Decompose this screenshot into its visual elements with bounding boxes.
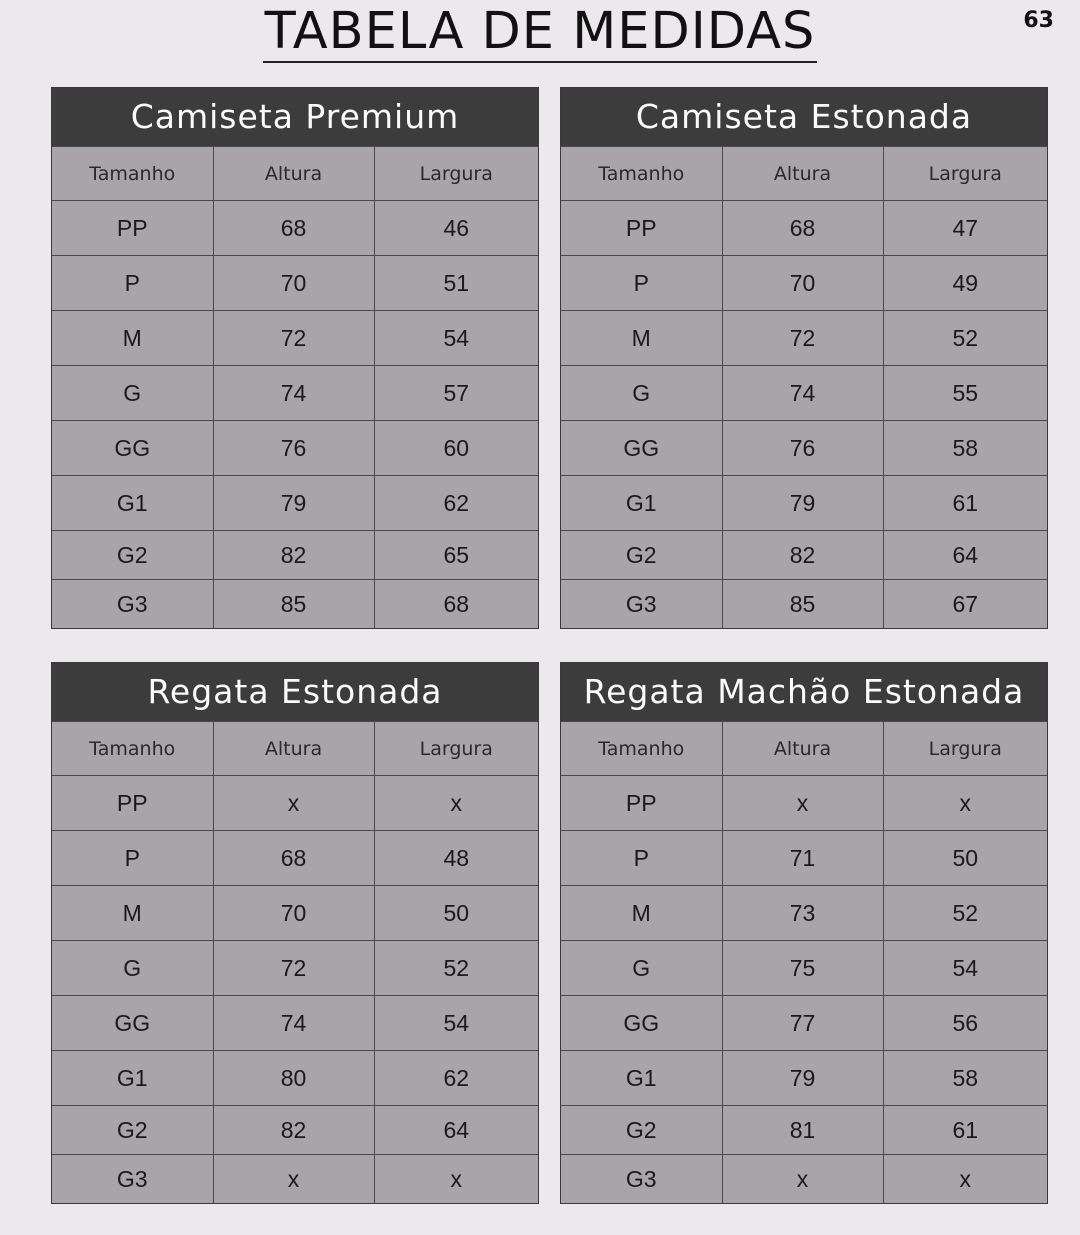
size-cell: PP [52, 776, 213, 831]
page-number: 63 [1023, 8, 1054, 33]
measurement-table [52, 721, 538, 1203]
size-cell: G3 [561, 580, 722, 629]
width-cell: 50 [883, 831, 1047, 886]
width-cell: 54 [374, 996, 538, 1051]
height-cell: x [722, 1155, 883, 1204]
table-row [52, 421, 538, 476]
height-cell: x [213, 1155, 374, 1204]
size-cell: M [561, 311, 722, 366]
table-row [52, 201, 538, 256]
table-row [52, 476, 538, 531]
height-cell: 72 [213, 941, 374, 996]
page-title [0, 2, 1080, 62]
width-cell: 60 [374, 421, 538, 476]
size-cell: P [561, 831, 722, 886]
width-cell: 49 [883, 256, 1047, 311]
size-cell: GG [52, 996, 213, 1051]
table-title: Camiseta Estonada [561, 88, 1047, 146]
table-row [561, 201, 1047, 256]
size-cell: P [52, 831, 213, 886]
size-cell: G3 [561, 1155, 722, 1204]
column-header-altura: Altura [213, 147, 374, 201]
table-row [52, 941, 538, 996]
width-cell: 68 [443, 590, 470, 617]
height-cell: 82 [213, 531, 374, 580]
height-cell: 70 [722, 256, 883, 311]
width-cell: 52 [374, 941, 538, 996]
size-cell: P [561, 256, 722, 311]
column-header-altura: Altura [722, 147, 883, 201]
size-cell: G3 [52, 580, 213, 629]
column-header-largura: Largura [883, 147, 1047, 201]
column-header-largura: Largura [374, 147, 538, 201]
size-cell: G [561, 366, 722, 421]
size-table-regata-machao-estonada [560, 662, 1048, 1204]
measurement-table [561, 721, 1047, 1203]
height-cell: 74 [213, 996, 374, 1051]
size-table-camiseta-estonada [560, 87, 1048, 629]
size-cell: G [52, 366, 213, 421]
table-row [52, 1155, 538, 1204]
size-cell: GG [52, 421, 213, 476]
column-header-altura: Altura [213, 722, 374, 776]
width-cell: 55 [883, 366, 1047, 421]
width-cell: x [883, 776, 1047, 831]
table-row [561, 256, 1047, 311]
width-cell: 56 [883, 996, 1047, 1051]
height-cell: 70 [213, 886, 374, 941]
width-cell: 57 [374, 366, 538, 421]
column-header-tamanho: Tamanho [52, 722, 213, 776]
height-cell: x [722, 776, 883, 831]
size-cell: G [561, 941, 722, 996]
width-cell: x [959, 1165, 971, 1192]
size-cell: G3 [52, 1155, 213, 1204]
column-header-altura: Altura [722, 722, 883, 776]
size-cell: GG [561, 996, 722, 1051]
height-cell: 70 [213, 256, 374, 311]
header-row [52, 722, 538, 776]
height-cell: 77 [722, 996, 883, 1051]
table-row [52, 1106, 538, 1155]
width-cell: 52 [883, 886, 1047, 941]
width-cell: 48 [374, 831, 538, 886]
table-row [561, 1155, 1047, 1204]
column-header-tamanho: Tamanho [561, 722, 722, 776]
height-cell: 75 [722, 941, 883, 996]
table-row [52, 886, 538, 941]
width-cell: 67 [952, 590, 979, 617]
height-cell: 74 [213, 366, 374, 421]
size-cell: P [52, 256, 213, 311]
width-cell: 58 [883, 421, 1047, 476]
size-cell: PP [561, 776, 722, 831]
table-row [561, 941, 1047, 996]
table-row [561, 886, 1047, 941]
height-cell: 79 [213, 476, 374, 531]
header-row [561, 147, 1047, 201]
height-cell: 76 [213, 421, 374, 476]
size-cell: G1 [52, 476, 213, 531]
table-title: Regata Machão Estonada [561, 663, 1047, 721]
height-cell: x [213, 776, 374, 831]
size-cell: G2 [561, 531, 722, 580]
size-cell: G2 [52, 1106, 213, 1155]
height-cell: 79 [722, 476, 883, 531]
table-title: Regata Estonada [52, 663, 538, 721]
table-title: Camiseta Premium [52, 88, 538, 146]
column-header-largura: Largura [883, 722, 1047, 776]
height-cell: 79 [722, 1051, 883, 1106]
table-row [52, 580, 538, 629]
table-row [561, 776, 1047, 831]
size-cell: G2 [561, 1106, 722, 1155]
header-row [561, 722, 1047, 776]
height-cell: 74 [722, 366, 883, 421]
width-cell: 52 [883, 311, 1047, 366]
size-table-camiseta-premium [51, 87, 539, 629]
table-row [52, 366, 538, 421]
height-cell: 85 [722, 580, 883, 629]
height-cell: 68 [213, 201, 374, 256]
width-cell: x [450, 1165, 462, 1192]
table-row [561, 421, 1047, 476]
table-row [561, 996, 1047, 1051]
table-row [52, 311, 538, 366]
table-row [561, 1106, 1047, 1155]
size-cell: G1 [52, 1051, 213, 1106]
size-cell: M [561, 886, 722, 941]
table-row [52, 831, 538, 886]
height-cell: 72 [722, 311, 883, 366]
table-row [561, 366, 1047, 421]
page-title-text: TABELA DE MEDIDAS [264, 2, 816, 61]
width-cell: x [374, 776, 538, 831]
table-row [561, 1051, 1047, 1106]
table-row [561, 311, 1047, 366]
width-cell: 51 [374, 256, 538, 311]
height-cell: 76 [722, 421, 883, 476]
width-cell: 65 [374, 531, 538, 580]
height-cell: 82 [213, 1106, 374, 1155]
height-cell: 71 [722, 831, 883, 886]
table-row [561, 580, 1047, 629]
column-header-largura: Largura [374, 722, 538, 776]
measurement-table [52, 146, 538, 628]
height-cell: 68 [722, 201, 883, 256]
size-cell: PP [561, 201, 722, 256]
height-cell: 80 [213, 1051, 374, 1106]
size-cell: PP [52, 201, 213, 256]
width-cell: 46 [374, 201, 538, 256]
table-row [52, 256, 538, 311]
height-cell: 82 [722, 531, 883, 580]
table-row [561, 831, 1047, 886]
width-cell: 50 [374, 886, 538, 941]
height-cell: 85 [213, 580, 374, 629]
size-cell: G [52, 941, 213, 996]
width-cell: 54 [374, 311, 538, 366]
height-cell: 68 [213, 831, 374, 886]
height-cell: 73 [722, 886, 883, 941]
width-cell: 58 [883, 1051, 1047, 1106]
header-row [52, 147, 538, 201]
size-cell: G2 [52, 531, 213, 580]
size-cell: M [52, 311, 213, 366]
table-row [561, 531, 1047, 580]
table-row [52, 996, 538, 1051]
size-cell: M [52, 886, 213, 941]
table-row [52, 776, 538, 831]
size-cell: GG [561, 421, 722, 476]
table-row [52, 1051, 538, 1106]
width-cell: 61 [883, 476, 1047, 531]
width-cell: 47 [883, 201, 1047, 256]
width-cell: 64 [883, 531, 1047, 580]
width-cell: 62 [374, 476, 538, 531]
width-cell: 62 [374, 1051, 538, 1106]
size-table-regata-estonada [51, 662, 539, 1204]
width-cell: 61 [883, 1106, 1047, 1155]
column-header-tamanho: Tamanho [52, 147, 213, 201]
width-cell: 54 [883, 941, 1047, 996]
size-cell: G1 [561, 476, 722, 531]
width-cell: 64 [374, 1106, 538, 1155]
table-row [561, 476, 1047, 531]
size-cell: G1 [561, 1051, 722, 1106]
height-cell: 81 [722, 1106, 883, 1155]
measurement-table [561, 146, 1047, 628]
height-cell: 72 [213, 311, 374, 366]
column-header-tamanho: Tamanho [561, 147, 722, 201]
table-row [52, 531, 538, 580]
